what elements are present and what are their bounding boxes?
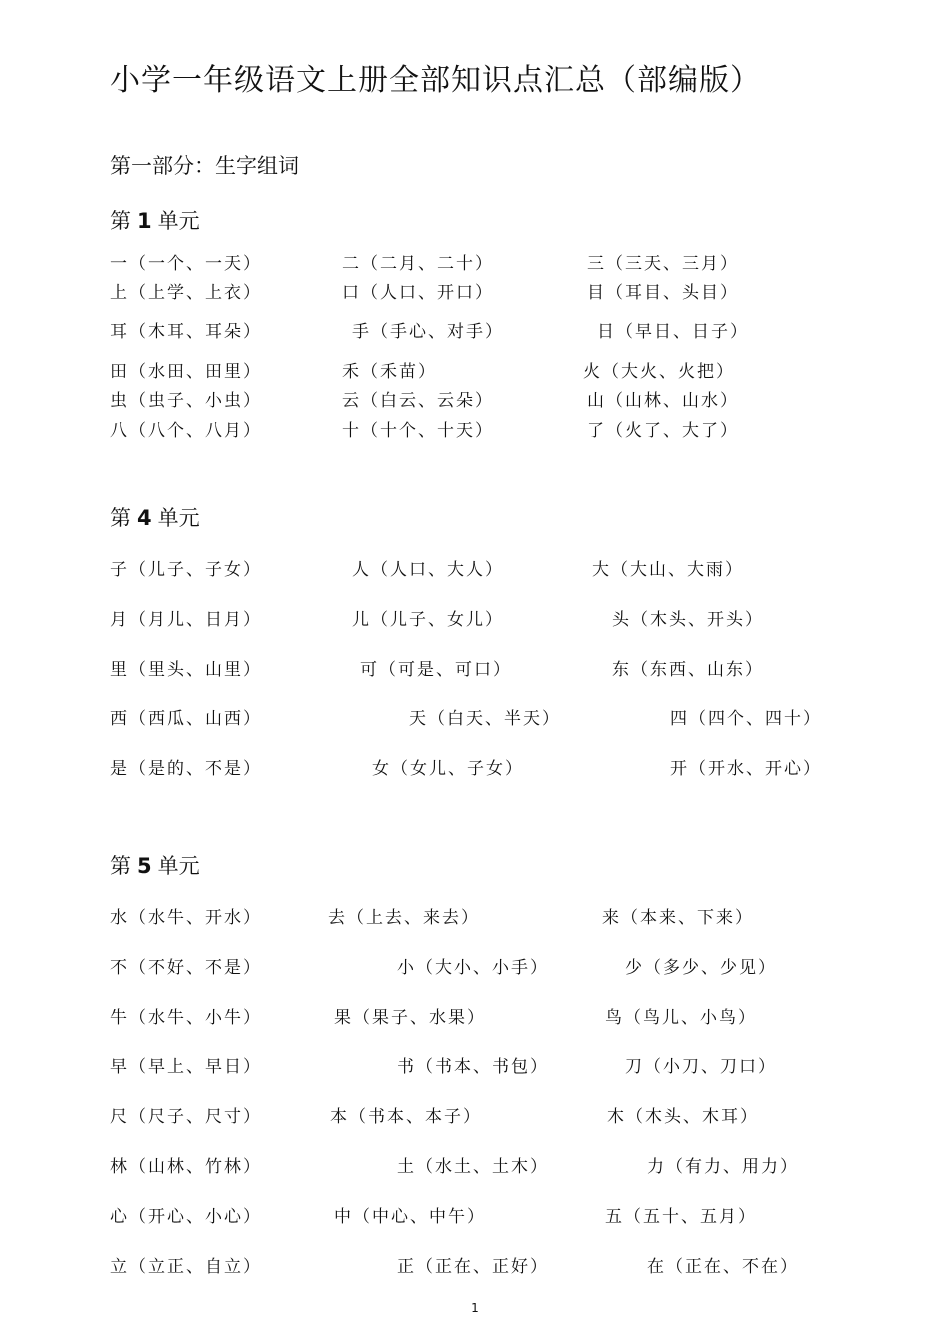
page-title: 小学一年级语文上册全部知识点汇总（部编版）	[110, 63, 761, 98]
word-entry: 不（不好、不是）	[110, 958, 262, 978]
word-entry: 刀（小刀、刀口）	[625, 1057, 777, 1077]
word-entry: 是（是的、不是）	[110, 759, 262, 779]
word-entry: 里（里头、山里）	[110, 660, 262, 680]
word-entry: 去（上去、来去）	[328, 908, 480, 928]
word-entry: 来（本来、下来）	[602, 908, 754, 928]
word-entry: 少（多少、少见）	[625, 958, 777, 978]
word-entry: 天（白天、半天）	[409, 709, 561, 729]
word-entry: 十（十个、十天）	[342, 421, 494, 441]
word-entry: 西（西瓜、山西）	[110, 709, 262, 729]
word-entry: 土（水土、土木）	[397, 1157, 549, 1177]
word-entry: 耳（木耳、耳朵）	[110, 322, 262, 342]
word-entry: 林（山林、竹林）	[110, 1157, 262, 1177]
word-entry: 书（书本、书包）	[397, 1057, 549, 1077]
word-entry: 大（大山、大雨）	[592, 560, 744, 580]
word-entry: 虫（虫子、小虫）	[110, 391, 262, 411]
word-entry: 在（正在、不在）	[647, 1257, 799, 1277]
word-entry: 日（早日、日子）	[597, 322, 749, 342]
word-entry: 牛（水牛、小牛）	[110, 1008, 262, 1028]
word-entry: 三（三天、三月）	[587, 254, 739, 274]
word-entry: 正（正在、正好）	[397, 1257, 549, 1277]
page-number: 1	[471, 1301, 479, 1315]
word-entry: 一（一个、一天）	[110, 254, 262, 274]
word-entry: 小（大小、小手）	[397, 958, 549, 978]
word-entry: 人（人口、大人）	[352, 560, 504, 580]
word-entry: 可（可是、可口）	[360, 660, 512, 680]
word-entry: 口（人口、开口）	[342, 283, 494, 303]
word-entry: 尺（尺子、尺寸）	[110, 1107, 262, 1127]
word-entry: 火（大火、火把）	[583, 362, 735, 382]
word-entry: 田（水田、田里）	[110, 362, 262, 382]
word-entry: 女（女儿、子女）	[372, 759, 524, 779]
word-entry: 手（手心、对手）	[352, 322, 504, 342]
word-entry: 立（立正、自立）	[110, 1257, 262, 1277]
section-heading: 第一部分：生字组词	[110, 154, 299, 178]
word-entry: 本（书本、本子）	[330, 1107, 482, 1127]
word-entry: 月（月儿、日月）	[110, 610, 262, 630]
unit-heading: 第 5 单元	[110, 854, 200, 878]
word-entry: 禾（禾苗）	[342, 362, 437, 382]
word-entry: 子（儿子、子女）	[110, 560, 262, 580]
word-entry: 山（山林、山水）	[587, 391, 739, 411]
word-entry: 水（水牛、开水）	[110, 908, 262, 928]
word-entry: 上（上学、上衣）	[110, 283, 262, 303]
word-entry: 四（四个、四十）	[670, 709, 822, 729]
unit-heading: 第 4 单元	[110, 506, 200, 530]
word-entry: 目（耳目、头目）	[587, 283, 739, 303]
word-entry: 早（早上、早日）	[110, 1057, 262, 1077]
word-entry: 果（果子、水果）	[334, 1008, 486, 1028]
word-entry: 了（火了、大了）	[587, 421, 739, 441]
word-entry: 中（中心、中午）	[334, 1207, 486, 1227]
word-entry: 鸟（鸟儿、小鸟）	[605, 1008, 757, 1028]
word-entry: 云（白云、云朵）	[342, 391, 494, 411]
unit-heading: 第 1 单元	[110, 209, 200, 233]
word-entry: 五（五十、五月）	[605, 1207, 757, 1227]
word-entry: 儿（儿子、女儿）	[352, 610, 504, 630]
word-entry: 开（开水、开心）	[670, 759, 822, 779]
word-entry: 二（二月、二十）	[342, 254, 494, 274]
word-entry: 力（有力、用力）	[647, 1157, 799, 1177]
word-entry: 头（木头、开头）	[612, 610, 764, 630]
word-entry: 东（东西、山东）	[612, 660, 764, 680]
word-entry: 八（八个、八月）	[110, 421, 262, 441]
word-entry: 心（开心、小心）	[110, 1207, 262, 1227]
word-entry: 木（木头、木耳）	[607, 1107, 759, 1127]
